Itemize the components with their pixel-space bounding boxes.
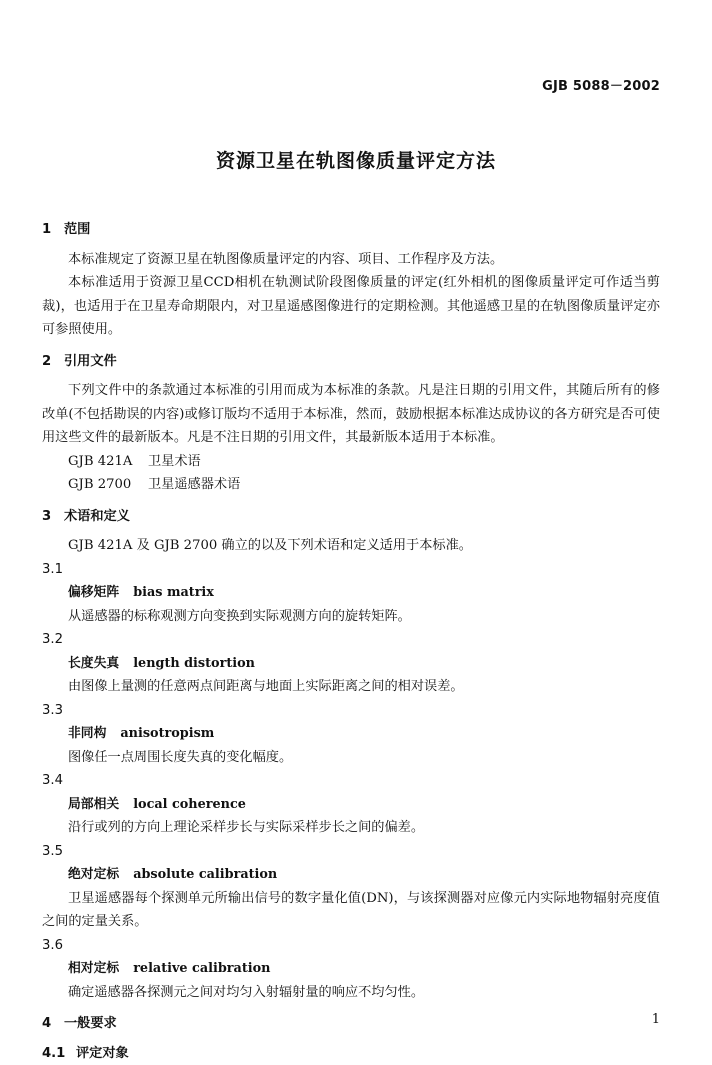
page-number: 1	[652, 1012, 660, 1027]
paragraph: 本标准适用于资源卫星CCD相机在轨测试阶段图像质量的评定(红外相机的图像质量评定可作适当剪裁)，也适用于在卫星寿命期限内，对卫星遥感图像进行的定期检测。其他遥感卫星的在轨图像质量评定亦可参照使用。	[42, 271, 660, 342]
reference-name: 卫星遥感器术语	[148, 477, 240, 492]
term-number: 3.5	[42, 840, 660, 864]
term-cn: 偏移矩阵	[68, 585, 119, 600]
term-heading	[42, 581, 660, 605]
section-title: 一般要求	[64, 1016, 117, 1031]
section-title: 术语和定义	[64, 509, 130, 524]
term-en: local coherence	[133, 797, 246, 812]
section-title: 范围	[64, 222, 90, 237]
term-number: 3.4	[42, 769, 660, 793]
section-heading-3	[42, 505, 660, 529]
section-number: 2	[42, 350, 64, 374]
section-heading-2	[42, 350, 660, 374]
term-cn: 绝对定标	[68, 867, 119, 882]
section-number: 1	[42, 218, 64, 242]
term-cn: 长度失真	[68, 656, 119, 671]
document-body	[42, 218, 660, 1065]
term-definition: 从遥感器的标称观测方向变换到实际观测方向的旋转矩阵。	[42, 605, 660, 629]
reference-name: 卫星术语	[148, 454, 201, 469]
document-title: 资源卫星在轨图像质量评定方法	[0, 146, 712, 173]
term-number: 3.1	[42, 558, 660, 582]
standard-code: GJB 5088－2002	[542, 75, 660, 94]
reference-code: GJB 421A	[68, 450, 148, 474]
term-definition: 图像任一点周围长度失真的变化幅度。	[42, 746, 660, 770]
term-heading	[42, 793, 660, 817]
subsection-number: 4.1	[42, 1042, 76, 1065]
paragraph: 本标准规定了资源卫星在轨图像质量评定的内容、项目、工作程序及方法。	[42, 248, 660, 272]
subsection-title: 评定对象	[76, 1046, 129, 1061]
section-number: 4	[42, 1012, 64, 1036]
term-heading	[42, 957, 660, 981]
section-title: 引用文件	[64, 354, 117, 369]
reference-item	[42, 450, 660, 474]
term-number: 3.3	[42, 699, 660, 723]
reference-code: GJB 2700	[68, 473, 148, 497]
term-en: anisotropism	[120, 726, 214, 741]
term-en: bias matrix	[133, 585, 214, 600]
reference-item	[42, 473, 660, 497]
term-definition: 由图像上量测的任意两点间距离与地面上实际距离之间的相对误差。	[42, 675, 660, 699]
term-cn: 非同构	[68, 726, 106, 741]
section-heading-1	[42, 218, 660, 242]
term-number: 3.6	[42, 934, 660, 958]
term-cn: 相对定标	[68, 961, 119, 976]
term-heading	[42, 722, 660, 746]
paragraph: 下列文件中的条款通过本标准的引用而成为本标准的条款。凡是注日期的引用文件，其随后所有的修改单(不包括勘误的内容)或修订版均不适用于本标准，然而，鼓励根据本标准达成协议的各方研究是否可使用这些文件的最新版本。凡是不注日期的引用文件，其最新版本适用于本标准。	[42, 379, 660, 450]
term-definition: 确定遥感器各探测元之间对均匀入射辐射量的响应不均匀性。	[42, 981, 660, 1005]
section-number: 3	[42, 505, 64, 529]
term-heading	[42, 652, 660, 676]
term-definition: 沿行或列的方向上理论采样步长与实际采样步长之间的偏差。	[42, 816, 660, 840]
section-heading-4	[42, 1012, 660, 1036]
term-heading	[42, 863, 660, 887]
term-en: length distortion	[133, 656, 255, 671]
subsection-heading	[42, 1042, 660, 1065]
term-en: relative calibration	[133, 961, 270, 976]
term-definition: 卫星遥感器每个探测单元所输出信号的数字量化值(DN)，与该探测器对应像元内实际地物辐射亮度值之间的定量关系。	[42, 887, 660, 934]
paragraph: GJB 421A 及 GJB 2700 确立的以及下列术语和定义适用于本标准。	[42, 534, 660, 558]
term-number: 3.2	[42, 628, 660, 652]
term-en: absolute calibration	[133, 867, 277, 882]
term-cn: 局部相关	[68, 797, 119, 812]
